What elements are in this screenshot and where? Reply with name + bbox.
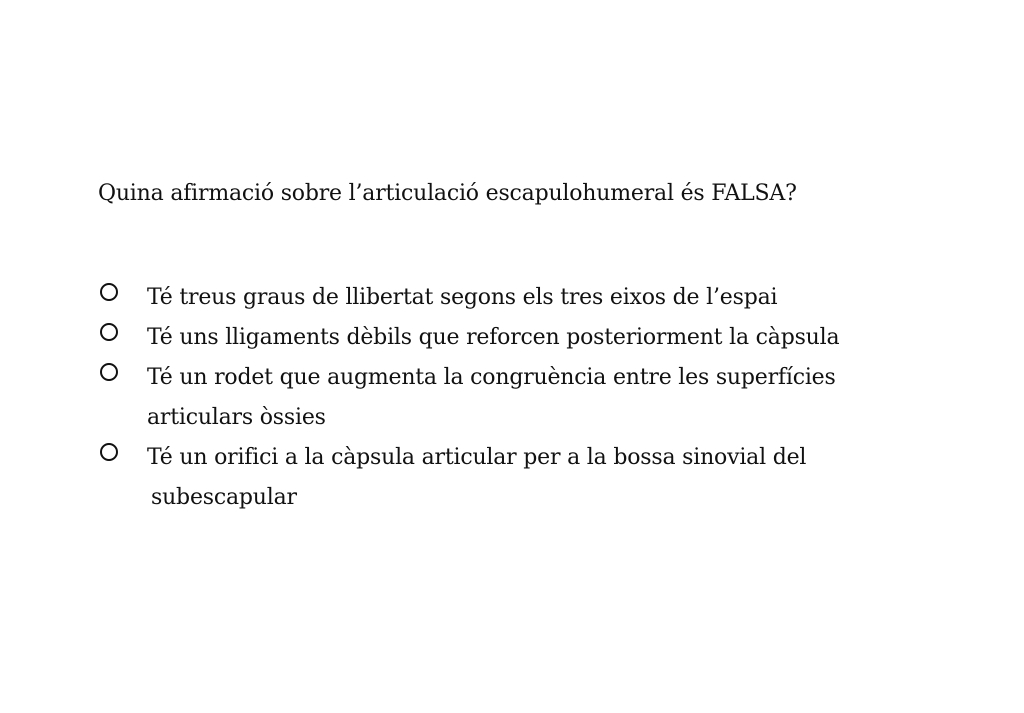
answer-option-text	[98, 438, 857, 518]
radio-button-icon[interactable]	[100, 323, 118, 341]
answer-option-1[interactable]	[98, 278, 898, 318]
answer-option-line: Té uns lligaments dèbils que reforcen posteriorment la càpsula	[147, 325, 840, 350]
question-text: Quina afirmació sobre l’articulació escapulohumeral és FALSA?	[98, 181, 797, 206]
answer-option-text	[98, 358, 857, 438]
answer-options	[98, 278, 898, 528]
answer-option-line: Té un orifici a la càpsula articular per a la bossa sinovial del	[147, 445, 807, 470]
answer-option-line: subescapular	[151, 485, 297, 510]
answer-option-line: Té treus graus de llibertat segons els tres eixos de l’espai	[147, 285, 778, 310]
radio-button-icon[interactable]	[100, 283, 118, 301]
answer-option-2[interactable]	[98, 318, 898, 358]
radio-button-icon[interactable]	[100, 443, 118, 461]
answer-option-text	[98, 318, 857, 358]
answer-option-line: Té un rodet que augmenta la congruència entre les superfícies	[147, 365, 836, 390]
radio-button-icon[interactable]	[100, 363, 118, 381]
answer-option-text	[98, 278, 857, 318]
answer-option-line: articulars òssies	[147, 405, 326, 430]
answer-option-4[interactable]	[98, 438, 898, 518]
answer-option-3[interactable]	[98, 358, 898, 438]
